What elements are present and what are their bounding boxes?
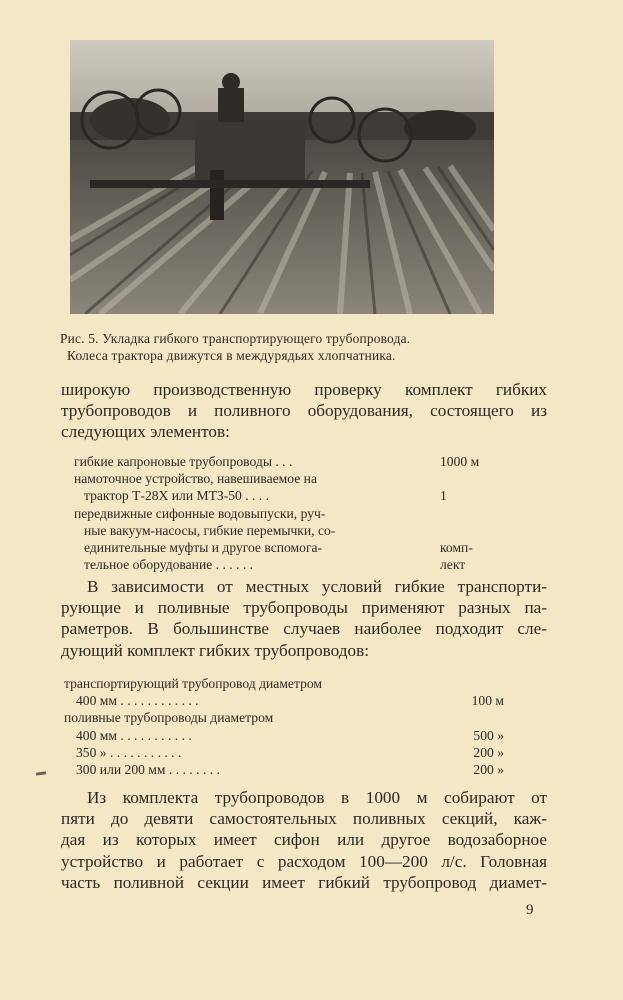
item-value	[440, 505, 494, 522]
equipment-list	[74, 453, 494, 573]
item-text: 400 мм . . . . . . . . . . . .	[76, 693, 199, 709]
item-text: тельное оборудование . . . . . .	[84, 557, 254, 573]
caption-line: Колеса трактора движутся в междурядьях хлопчатника.	[67, 348, 396, 363]
list-item	[74, 470, 494, 487]
text-line: следующих элементов:	[61, 422, 230, 442]
caption-line: Рис. 5. Укладка гибкого транспортирующего трубопровода.	[60, 331, 411, 346]
list-item	[74, 539, 494, 556]
item-value: комп-	[440, 540, 473, 556]
text-line: трубопроводов и поливного оборудования, состоящего из	[61, 401, 547, 421]
item-text: 400 мм . . . . . . . . . . .	[76, 727, 192, 743]
item-text: ные вакуум-насосы, гибкие перемычки, со-	[84, 522, 336, 538]
text-line: дая из которых имеет сифон или другое водозаборное	[61, 830, 547, 850]
item-value	[454, 675, 504, 692]
tractor-field-photo	[70, 40, 494, 314]
text-line: Из комплекта трубопроводов в 1000 м собирают от	[87, 788, 547, 807]
paragraph-2	[61, 576, 547, 661]
text-line: часть поливной секции имеет гибкий трубопровод диамет-	[61, 872, 547, 892]
item-text: передвижные сифонные водовыпуски, руч-	[74, 505, 326, 521]
item-value: 100 м	[471, 693, 504, 709]
text-line: пяти до девяти самостоятельных поливных секций, каж-	[61, 809, 547, 829]
item-text: транспортирующий трубопровод диаметром	[64, 676, 323, 691]
list-item	[64, 744, 504, 761]
item-text: трактор Т-28Х или МТЗ-50 . . . .	[84, 488, 269, 504]
item-text: намоточное устройство, навешиваемое на	[74, 471, 317, 487]
item-value: 1000 м	[440, 454, 480, 469]
pipeline-set-list	[64, 675, 504, 778]
item-value: 500 »	[473, 727, 504, 743]
list-item	[74, 522, 494, 539]
photo-image	[70, 40, 494, 314]
text-line: устройство и работает с расходом 100—200 л/с. Головная	[61, 851, 547, 871]
text-line: рующие и поливные трубопроводы применяют разных па-	[61, 598, 547, 618]
item-value: лект	[440, 557, 466, 573]
list-item	[74, 487, 494, 504]
item-text: поливные трубопроводы диаметром	[64, 710, 274, 726]
item-value	[454, 709, 504, 726]
item-text: 300 или 200 мм . . . . . . . .	[76, 762, 220, 778]
list-item	[64, 761, 504, 778]
list-item	[74, 556, 494, 573]
item-value: 200 »	[473, 744, 504, 760]
page-number: 9	[526, 902, 534, 918]
item-value	[440, 470, 494, 487]
figure-caption	[60, 330, 520, 364]
list-item	[64, 727, 504, 744]
paragraph-1	[61, 379, 547, 443]
item-text: гибкие капроновые трубопроводы . . .	[74, 454, 293, 469]
item-value: 1	[440, 488, 447, 504]
text-line: широкую производственную проверку комплект гибких	[61, 380, 547, 399]
text-line: раметров. В большинстве случаев наиболее подходит сле-	[61, 619, 547, 639]
list-item	[64, 709, 504, 726]
margin-mark	[36, 771, 46, 775]
item-value	[440, 522, 494, 539]
text-line: В зависимости от местных условий гибкие транспорти-	[87, 577, 547, 596]
text-line: дующий комплект гибких трубопроводов:	[61, 640, 369, 660]
item-text: единительные муфты и другое вспомога-	[84, 540, 323, 556]
list-item	[64, 675, 504, 692]
list-item	[74, 453, 494, 470]
list-item	[74, 505, 494, 522]
list-item	[64, 692, 504, 709]
paragraph-3	[61, 787, 547, 893]
item-text: 350 » . . . . . . . . . . .	[76, 744, 182, 760]
item-value: 200 »	[473, 762, 504, 778]
